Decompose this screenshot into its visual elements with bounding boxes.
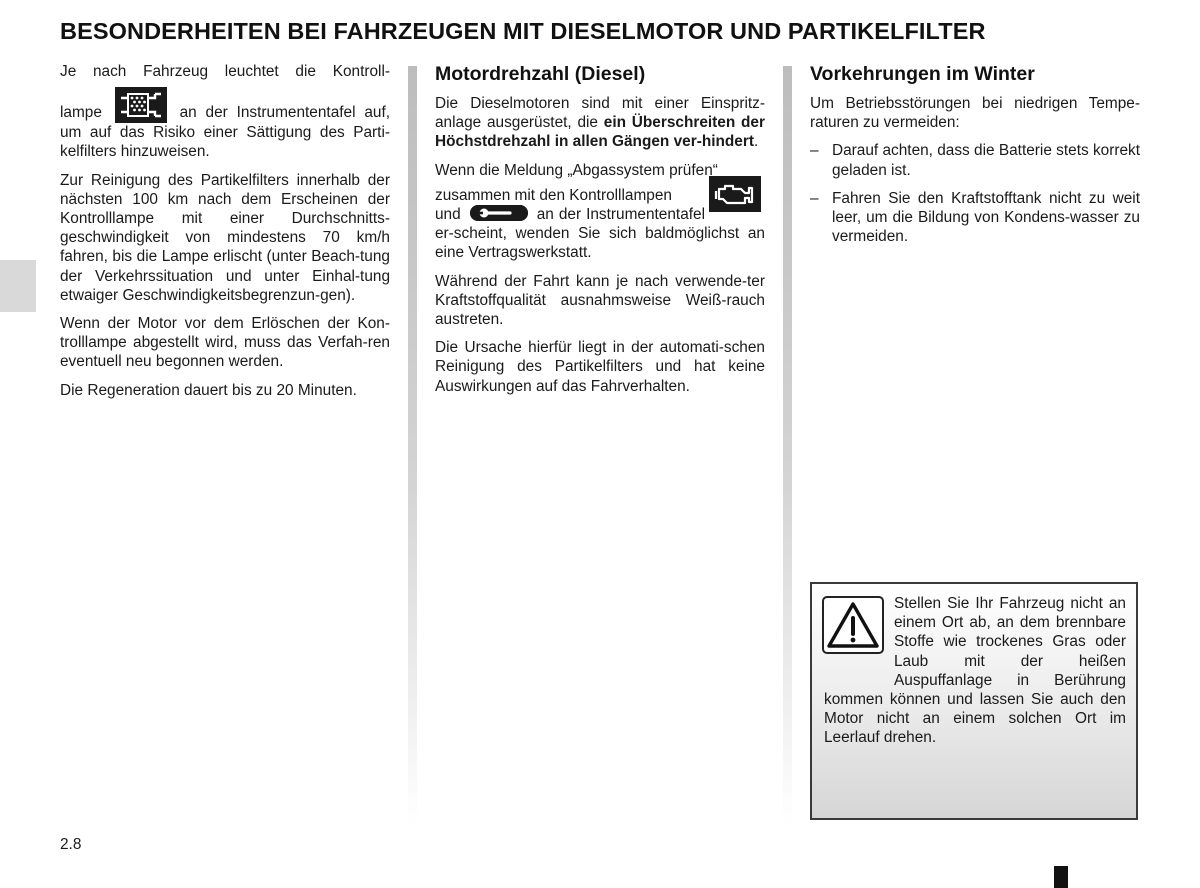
col1-paragraph-1: Je nach Fahrzeug leuchtet die Kontroll-	[60, 63, 390, 80]
col2-paragraph-2: Wenn die Meldung „Abgassystem prüfen“	[435, 161, 718, 179]
print-corner-mark	[1054, 866, 1068, 888]
col3-intro: Um Betriebsstörungen bei niedrigen Tempe-raturen zu vermeiden:	[810, 95, 1140, 132]
page-title: BESONDERHEITEN BEI FAHRZEUGEN MIT DIESELMOTOR UND PARTIKELFILTER	[60, 18, 986, 44]
col2-paragraph-4: Die Ursache hierfür liegt in der automati-schen Reinigung des Partikelfilters und hat keine Auswirkungen auf das Fahrverhalten.	[435, 339, 765, 395]
warning-text: Stellen Sie Ihr Fahrzeug nicht an einem Ort ab, an dem brennbare Stoffe wie trockenes Gras oder Laub mit der heißen Auspuffanlage in Berührung kommen können und lassen Sie auch den Motor nicht an einem solchen Ort im Leerlauf drehen.	[824, 595, 1126, 747]
chapter-tab-marker	[0, 260, 36, 312]
page-number: 2.8	[60, 836, 82, 853]
col2-paragraph-3: Während der Fahrt kann je nach verwende-ter Kraftstoffqualität ausnahmsweise Weiß-rauch austreten.	[435, 272, 765, 329]
col2-paragraph-2-cont: zusammen mit den Kontrolllampen und an der Instrumententafel er-scheint, wenden Sie sich baldmöglichst an eine Vertragswerkstatt.	[435, 186, 765, 263]
list-item: – Darauf achten, dass die Batterie stets korrekt geladen ist.	[810, 142, 1140, 179]
service-wrench-icon	[470, 205, 528, 221]
winter-tips-list	[810, 141, 1140, 246]
col1-paragraph-4: Die Regeneration dauert bis zu 20 Minuten.	[60, 381, 357, 399]
col1-paragraph-2: Zur Reinigung des Partikelfilters innerhalb der nächsten 100 km nach dem Erscheinen der Kontrolllampe mit einer Durchschnitts-geschwindigkeit von mindestens 70 km/h fahren, bis die Lampe erlischt (unter Beach-tung der Verkehrssituation und unter Einhal-tung etwaiger Geschwindigkeitsbegrenzun-gen).	[60, 171, 390, 304]
list-item: – Fahren Sie den Kraftstofftank nicht zu weit leer, um die Bildung von Kondens-wasser zu vermeiden.	[810, 189, 1140, 246]
dash-marker: –	[810, 189, 819, 207]
column-divider-1	[408, 66, 417, 826]
column-left	[60, 62, 390, 409]
col1-paragraph-3: Wenn der Motor vor dem Erlöschen der Kon-trolllampe abgestellt wird, muss das Verfah-ren eventuell neu begonnen werden.	[60, 315, 390, 371]
column-divider-2	[783, 66, 792, 826]
col1-paragraph-1-cont: lampe an der Instrumententafel auf, um auf das Risiko einer Sättigung des Parti-kelfilters hinzuweisen.	[60, 87, 390, 161]
section-heading-winter: Vorkehrungen im Winter	[810, 63, 1035, 85]
column-middle	[435, 62, 765, 405]
engine-check-icon	[709, 176, 761, 212]
column-right	[810, 62, 1140, 255]
warning-box	[810, 582, 1138, 820]
section-heading-engine-speed: Motordrehzahl (Diesel)	[435, 63, 646, 85]
col2-paragraph-1: Die Dieselmotoren sind mit einer Einspritz-anlage ausgerüstet, die ein Überschreiten der Höchstdrehzahl in allen Gängen ver-hindert.	[435, 95, 765, 151]
col2-bold-text: ein Überschreiten der Höchstdrehzahl in allen Gängen ver-hindert	[435, 114, 765, 151]
dash-marker: –	[810, 142, 819, 160]
particle-filter-warning-icon	[115, 87, 167, 123]
